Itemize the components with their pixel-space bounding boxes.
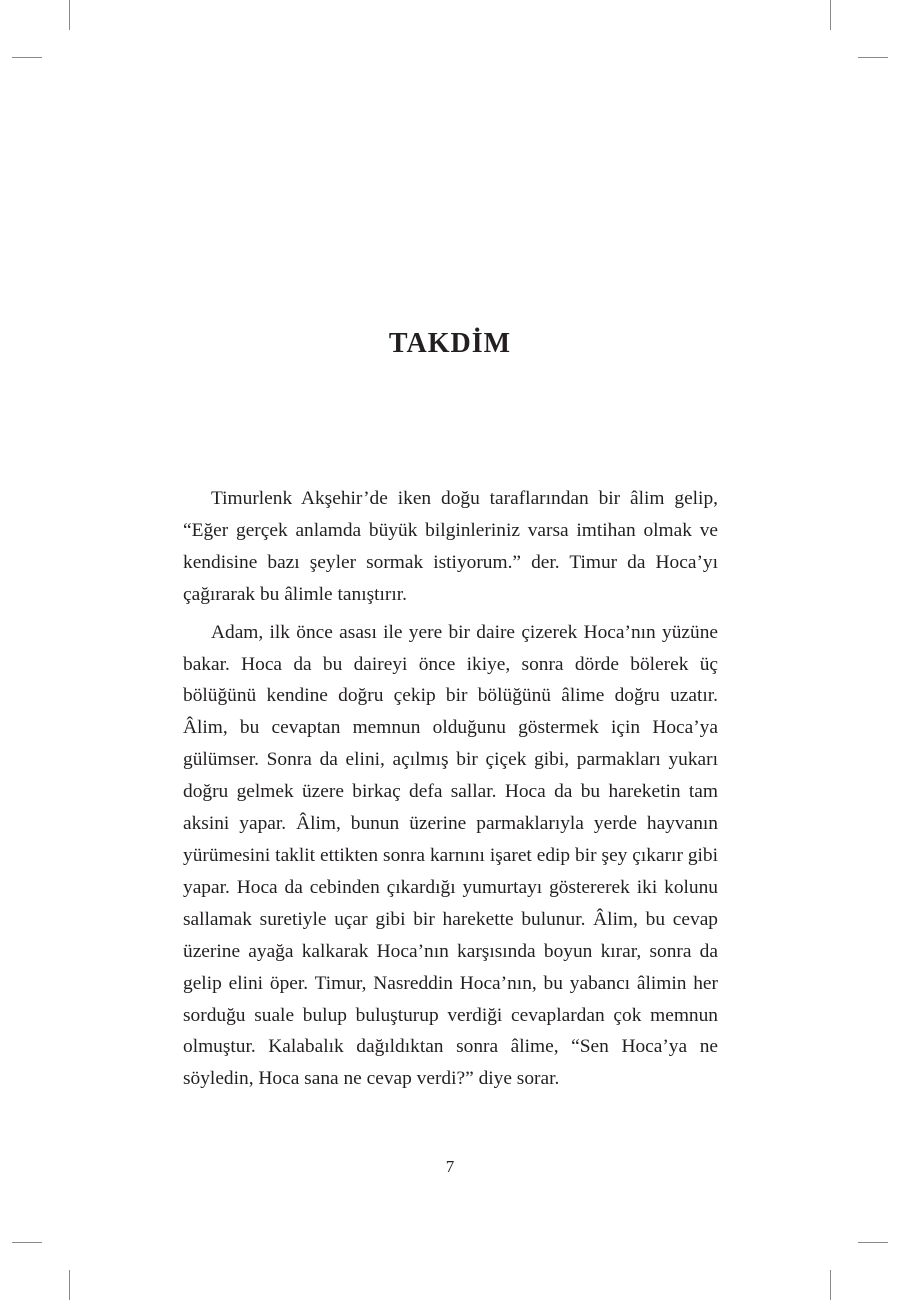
paragraph: Adam, ilk önce asası ile yere bir daire çizerek Hoca’nın yüzüne bakar. Hoca da bu daireyi önce ikiye, sonra dörde bölerek üç bölüğünü kendine doğru çekip bir bölüğünü âlime doğru uzatır. Âlim, bu cevaptan memnun olduğunu göstermek için Hoca’ya gülümser. Sonra da elini, açılmış bir çiçek gibi, parmakları yukarı doğru gelmek üzere birkaç defa sallar. Hoca da bu hareketin tam aksini yapar. Âlim, bunun üzerine parmaklarıyla yerde hayvanın yürümesini taklit ettikten sonra karnını işaret edip bir şey çıkarır gibi yapar. Hoca da cebinden çıkardığı yumurtayı göstererek iki kolunu sallamak suretiyle uçar gibi bir harekette bulunur. Âlim, bu cevap üzerine ayağa kalkarak Hoca’nın karşısında boyun kırar, sonra da gelip elini öper. Timur, Nasreddin Hoca’nın, bu yabancı âlimin her sorduğu suale bulup buluşturup verdiği cevaplardan çok memnun olmuştur. Kalabalık dağıldıktan sonra âlime, “Sen Hoca’ya ne söyledin, Hoca sana ne cevap verdi?” diye sorar. bbox=[183, 621, 718, 1090]
body-text bbox=[183, 483, 718, 1101]
crop-mark-left-top bbox=[12, 57, 42, 58]
crop-mark-bottom-right bbox=[830, 1270, 831, 1300]
page-number: 7 bbox=[445, 1157, 455, 1176]
page-title: TAKDİM bbox=[388, 328, 512, 359]
crop-mark-right-bottom bbox=[858, 1242, 888, 1243]
crop-mark-bottom-left bbox=[69, 1270, 70, 1300]
crop-mark-right-top bbox=[858, 57, 888, 58]
paragraph: Timurlenk Akşehir’de iken doğu taraflarından bir âlim gelip, “Eğer gerçek anlamda büyük bilginleriniz varsa imtihan olmak ve kendisine bazı şeyler sormak istiyorum.” der. Timur da Hoca’yı çağırarak bu âlimle tanıştırır. bbox=[183, 488, 718, 605]
crop-mark-left-bottom bbox=[12, 1242, 42, 1243]
crop-mark-top-right bbox=[830, 0, 831, 30]
crop-mark-top-left bbox=[69, 0, 70, 30]
